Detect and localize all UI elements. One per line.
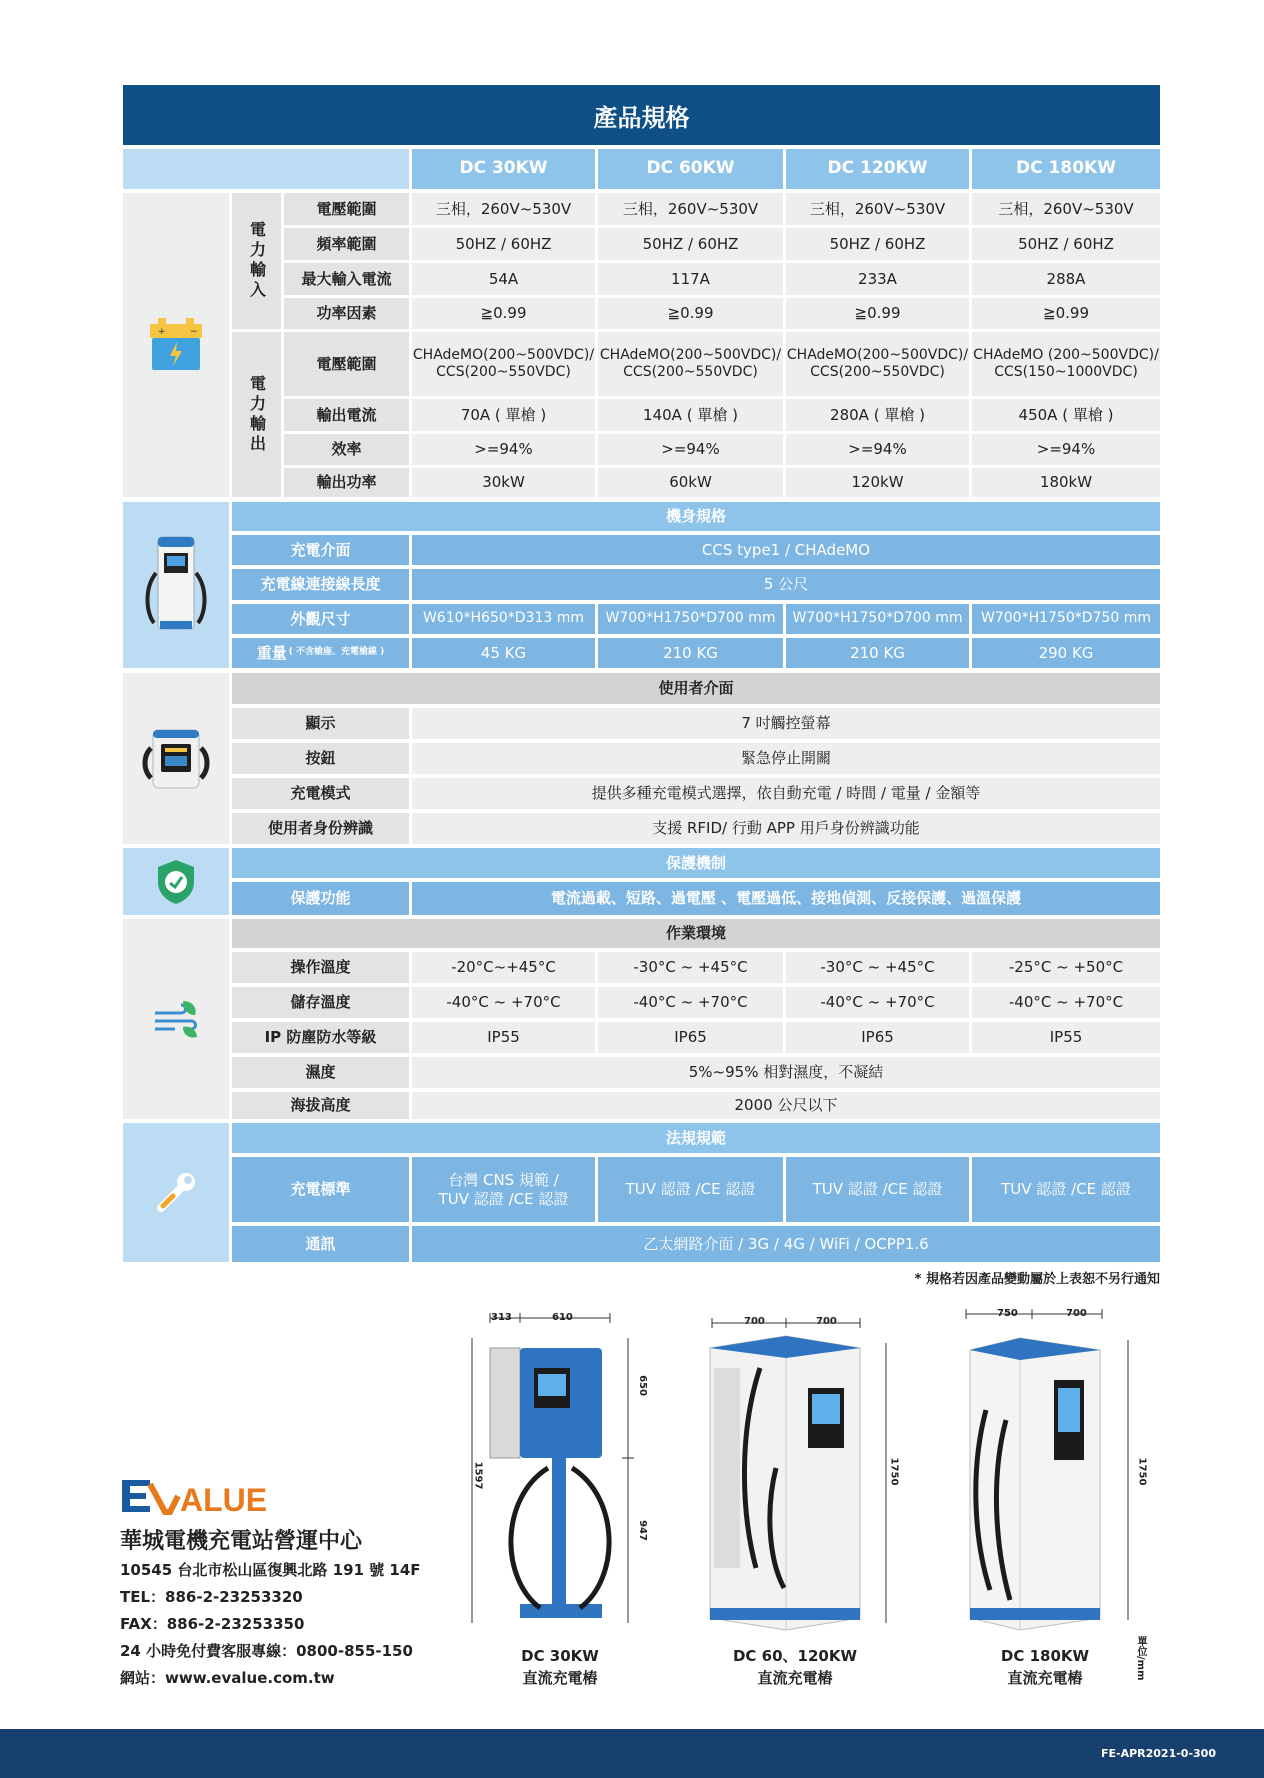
product-caption-dc60-120	[710, 1645, 880, 1689]
spec-cell: 233A	[786, 263, 969, 295]
spec-cell: TUV 認證 /CE 認證	[972, 1157, 1160, 1222]
row-label: 頻率範圍	[284, 228, 409, 260]
spec-cell: 290 KG	[972, 638, 1160, 668]
footer-bar	[0, 1729, 1264, 1778]
model-header: DC 180KW	[972, 149, 1160, 189]
section-header-body: 機身規格	[232, 502, 1160, 531]
section-header-environment: 作業環境	[232, 919, 1160, 948]
spec-cell: 乙太網路介面 / 3G / 4G / WiFi / OCPP1.6	[412, 1226, 1160, 1262]
spec-cell: >=94%	[972, 434, 1160, 465]
spec-cell: 提供多種充電模式選擇，依自動充電 / 時間 / 電量 / 金額等	[412, 778, 1160, 809]
section-header-regulation: 法規規範	[232, 1123, 1160, 1153]
spec-cell: CCS type1 / CHAdeMO	[412, 535, 1160, 565]
dim-label: 700	[816, 1316, 837, 1327]
spec-cell: CHAdeMO(200~500VDC)/ CCS(200~550VDC)	[412, 332, 595, 396]
spec-cell: IP65	[786, 1022, 969, 1053]
spec-cell: 三相，260V~530V	[972, 193, 1160, 225]
product-model: DC 180KW	[1000, 1647, 1090, 1665]
spec-cell: >=94%	[412, 434, 595, 465]
page-title: 產品規格	[123, 85, 1160, 145]
row-label: 顯示	[232, 708, 409, 739]
spec-cell: 50HZ / 60HZ	[598, 228, 783, 260]
power-icon-cell	[123, 193, 229, 497]
weight-label: 重量	[256, 643, 287, 662]
row-label: 輸出功率	[284, 468, 409, 497]
spec-cell: W700*H1750*D700 mm	[598, 604, 783, 634]
unit-label: 單位/mm	[1135, 1636, 1146, 1681]
row-label: 海拔高度	[232, 1092, 409, 1119]
row-label: 充電線連接線長度	[232, 569, 409, 600]
header-blank	[123, 149, 409, 189]
svg-text:+: +	[158, 327, 166, 337]
row-label: 操作溫度	[232, 952, 409, 983]
row-label: 電壓範圍	[284, 332, 409, 396]
spec-cell: -40°C ~ +70°C	[598, 987, 783, 1018]
product-model: DC 30KW	[521, 1647, 599, 1665]
model-header: DC 30KW	[412, 149, 595, 189]
spec-cell: 5%~95% 相對濕度，不凝結	[412, 1057, 1160, 1088]
logo-text	[120, 1476, 121, 1477]
row-label: 最大輸入電流	[284, 263, 409, 295]
svg-text:ALUE: ALUE	[180, 1482, 268, 1516]
company-fax: FAX：886-2-23253350	[120, 1615, 305, 1633]
wind-leaf-icon	[151, 997, 201, 1041]
row-label: 按鈕	[232, 743, 409, 774]
product-image-dc30	[460, 1308, 640, 1648]
spec-cell: -30°C ~ +45°C	[598, 952, 783, 983]
spec-cell: IP55	[972, 1022, 1160, 1053]
row-label: 輸出電流	[284, 399, 409, 431]
spec-cell: 450A ( 單槍 )	[972, 399, 1160, 431]
section-header-ui: 使用者介面	[232, 673, 1160, 704]
spec-cell: >=94%	[598, 434, 783, 465]
model-header: DC 120KW	[786, 149, 969, 189]
regulation-icon-cell	[123, 1123, 229, 1262]
row-label: 使用者身份辨識	[232, 813, 409, 844]
product-caption-dc30	[480, 1645, 640, 1689]
row-label: 通訊	[232, 1226, 409, 1262]
spec-cell: 210 KG	[598, 638, 783, 668]
spec-cell: W700*H1750*D750 mm	[972, 604, 1160, 634]
row-label-weight	[232, 638, 409, 668]
row-label: 功率因素	[284, 298, 409, 329]
wrench-icon	[153, 1170, 199, 1216]
spec-cell: IP55	[412, 1022, 595, 1053]
evalue-logo	[120, 1476, 320, 1516]
dim-label: 1750	[1136, 1457, 1148, 1486]
dim-label: 750	[997, 1308, 1018, 1319]
spec-cell: 緊急停止開關	[412, 743, 1160, 774]
spec-cell: >=94%	[786, 434, 969, 465]
row-label: 濕度	[232, 1057, 409, 1088]
ui-icon-cell	[123, 673, 229, 844]
spec-cell: W700*H1750*D700 mm	[786, 604, 969, 634]
product-image-dc60-120	[700, 1308, 900, 1648]
spec-cell: -40°C ~ +70°C	[972, 987, 1160, 1018]
spec-cell: 45 KG	[412, 638, 595, 668]
spec-cell: 三相，260V~530V	[786, 193, 969, 225]
dim-label: 700	[744, 1316, 765, 1327]
dim-label: 610	[552, 1312, 573, 1323]
company-name: 華城電機充電站營運中心	[120, 1529, 363, 1554]
weight-note: ( 不含槍座、充電槍線 )	[288, 647, 385, 658]
spec-cell: 50HZ / 60HZ	[972, 228, 1160, 260]
spec-cell: 7 吋觸控螢幕	[412, 708, 1160, 739]
row-label: 充電介面	[232, 535, 409, 565]
shield-icon	[154, 858, 198, 906]
dim-label: 313	[491, 1312, 512, 1323]
spec-cell: 50HZ / 60HZ	[786, 228, 969, 260]
row-label: 充電模式	[232, 778, 409, 809]
company-address: 10545 台北市松山區復興北路 191 號 14F	[120, 1561, 421, 1579]
spec-cell: CHAdeMO(200~500VDC)/ CCS(200~550VDC)	[786, 332, 969, 396]
spec-cell: TUV 認證 /CE 認證	[598, 1157, 783, 1222]
spec-cell: 60kW	[598, 468, 783, 497]
spec-cell: 210 KG	[786, 638, 969, 668]
spec-cell: W610*H650*D313 mm	[412, 604, 595, 634]
model-header: DC 60KW	[598, 149, 783, 189]
spec-cell: 280A ( 單槍 )	[786, 399, 969, 431]
spec-cell: 2000 公尺以下	[412, 1092, 1160, 1119]
row-label: 充電標準	[232, 1157, 409, 1222]
spec-cell: IP65	[598, 1022, 783, 1053]
body-icon-cell	[123, 502, 229, 668]
doc-code: FE-APR2021-0-300	[1100, 1747, 1216, 1760]
spec-cell: 5 公尺	[412, 569, 1160, 600]
spec-cell: 台灣 CNS 規範 / TUV 認證 /CE 認證	[412, 1157, 595, 1222]
protection-icon-cell	[123, 848, 229, 915]
spec-cell: -30°C ~ +45°C	[786, 952, 969, 983]
spec-cell: 支援 RFID/ 行動 APP 用戶身份辨識功能	[412, 813, 1160, 844]
dim-label: 700	[1066, 1308, 1087, 1319]
svg-text:−: −	[190, 327, 198, 337]
evalue-logo-icon	[120, 1476, 320, 1516]
row-label: IP 防塵防水等級	[232, 1022, 409, 1053]
company-tel: TEL：886-2-23253320	[120, 1588, 303, 1606]
product-type: 直流充電樁	[1007, 1669, 1083, 1687]
spec-cell: -40°C ~ +70°C	[412, 987, 595, 1018]
spec-cell: -25°C ~ +50°C	[972, 952, 1160, 983]
dim-label: 947	[636, 1520, 648, 1541]
charger-icon	[144, 533, 208, 637]
product-model: DC 60、120KW	[732, 1647, 858, 1665]
spec-cell: 三相，260V~530V	[412, 193, 595, 225]
battery-icon	[148, 316, 204, 374]
row-label: 效率	[284, 434, 409, 465]
power-input-group: 電力輸入	[232, 193, 281, 329]
dim-label: 1597	[472, 1461, 484, 1490]
spec-cell: ≧0.99	[786, 298, 969, 329]
row-label: 外觀尺寸	[232, 604, 409, 634]
spec-cell: 140A ( 單槍 )	[598, 399, 783, 431]
screen-device-icon	[141, 726, 211, 792]
spec-cell: CHAdeMO(200~500VDC)/ CCS(200~550VDC)	[598, 332, 783, 396]
company-hotline: 24 小時免付費客服專線：0800-855-150	[120, 1642, 413, 1660]
spec-cell: CHAdeMO (200~500VDC)/ CCS(150~1000VDC)	[972, 332, 1160, 396]
product-type: 直流充電樁	[757, 1669, 833, 1687]
row-label: 保護功能	[232, 882, 409, 915]
spec-cell: 電流過載、短路、過電壓 、電壓過低、接地偵測、反接保護、過溫保護	[412, 882, 1160, 915]
spec-cell: 288A	[972, 263, 1160, 295]
spec-cell: -40°C ~ +70°C	[786, 987, 969, 1018]
spec-cell: 54A	[412, 263, 595, 295]
footnote: * 規格若因產品變動屬於上表恕不另行通知	[914, 1272, 1160, 1287]
dim-label: 650	[636, 1375, 648, 1396]
spec-cell: ≧0.99	[972, 298, 1160, 329]
spec-cell: 50HZ / 60HZ	[412, 228, 595, 260]
spec-cell: 180kW	[972, 468, 1160, 497]
spec-cell: 117A	[598, 263, 783, 295]
spec-cell: -20°C~+45°C	[412, 952, 595, 983]
spec-cell: 120kW	[786, 468, 969, 497]
power-output-group: 電力輸出	[232, 332, 281, 497]
environment-icon-cell	[123, 919, 229, 1119]
product-caption-dc180	[965, 1645, 1125, 1689]
spec-cell: ≧0.99	[412, 298, 595, 329]
row-label: 儲存溫度	[232, 987, 409, 1018]
section-header-protection: 保護機制	[232, 848, 1160, 878]
row-label: 電壓範圍	[284, 193, 409, 225]
spec-cell: 30kW	[412, 468, 595, 497]
spec-cell: 三相，260V~530V	[598, 193, 783, 225]
spec-cell: TUV 認證 /CE 認證	[786, 1157, 969, 1222]
dim-label: 1750	[888, 1457, 900, 1486]
company-website: 網站：www.evalue.com.tw	[120, 1669, 335, 1687]
spec-cell: 70A ( 單槍 )	[412, 399, 595, 431]
spec-cell: ≧0.99	[598, 298, 783, 329]
product-type: 直流充電樁	[522, 1669, 598, 1687]
product-image-dc180	[950, 1300, 1140, 1650]
